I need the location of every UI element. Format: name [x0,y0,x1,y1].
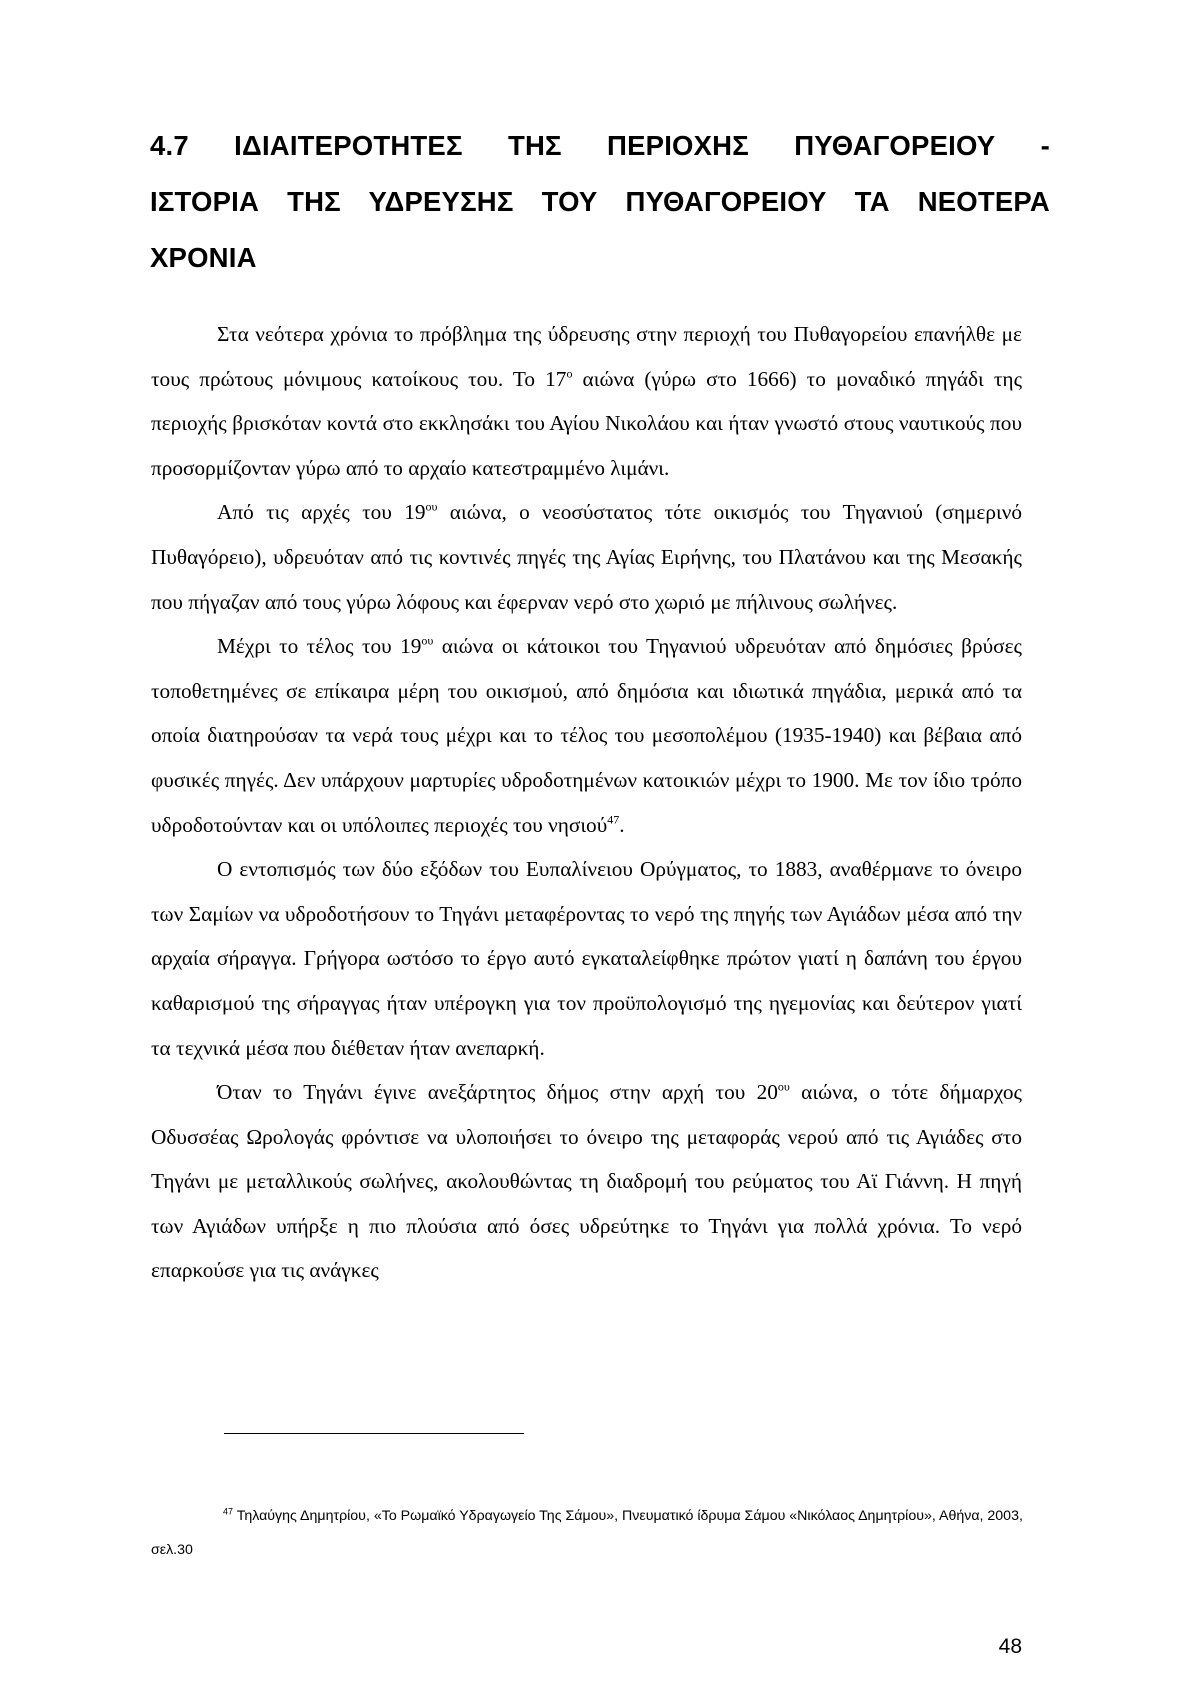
paragraph [151,490,1022,624]
ordinal-superscript: ου [777,1079,790,1094]
body-text [151,312,1022,1293]
paragraph [151,624,1022,847]
paragraph-text: Μέχρι το τέλος του 19 [217,634,422,659]
heading-line: 4.7 ΙΔΙΑΙΤΕΡΟΤΗΤΕΣ ΤΗΣ ΠΕΡΙΟΧΗΣ ΠΥΘΑΓΟΡΕΙΟΥ - [150,130,1050,161]
ordinal-superscript: ο [566,366,573,381]
ordinal-superscript: ου [425,499,438,514]
page-number: 48 [998,1635,1022,1658]
footnote-reference[interactable]: 47 [607,812,620,827]
footnote [151,1499,1036,1567]
paragraph-text: αιώνα, ο τότε δήμαρχος Οδυσσέας Ωρολογάς φρόντισε να υλοποιήσει το όνειρο της μεταφοράς νερού από τις Αγιάδες στο Τηγάνι με μεταλλικούς σωλήνες, ακολουθώντας τη διαδρομή του ρεύματος του Αϊ Γιάννη. Η πηγή των Αγιάδων υπήρξε η πιο πλούσια από όσες υδρεύτηκε το Τηγάνι για πολλά χρόνια. Το νερό επαρκούσε για τις ανάγκες [151,1080,1022,1283]
section-heading [150,118,1050,286]
paragraph-text: αιώνα οι κάτοικοι του Τηγανιού υδρευόταν από δημόσιες βρύσες τοποθετημένες σε επίκαιρα μέρη του οικισμού, από δημόσια και ιδιωτικά πηγάδια, μερικά από τα οποία διατηρούσαν τα νερά τους μέχρι και το τέλος του μεσοπολέμου (1935-1940) και βέβαια από φυσικές πηγές. Δεν υπάρχουν μαρτυρίες υδροδοτημένων κατοικιών μέχρι το 1900. Με τον ίδιο τρόπο υδροδοτούνταν και οι υπόλοιπες περιοχές του νησιού [151,634,1022,837]
paragraph [151,312,1022,490]
paragraph: Ο εντοπισμός των δύο εξόδων του Ευπαλίνειου Ορύγματος, το 1883, αναθέρμανε το όνειρο των Σαμίων να υδροδοτήσουν το Τηγάνι μεταφέροντας το νερό της πηγής των Αγιάδων μέσα από την αρχαία σήραγγα. Γρήγορα ωστόσο το έργο αυτό εγκαταλείφθηκε πρώτον γιατί η δαπάνη του έργου καθαρισμού της σήραγγας ήταν υπέρογκη για τον προϋπολογισμό της ηγεμονίας και δεύτερον γιατί τα τεχνικά μέσα που διέθεταν ήταν ανεπαρκή. [151,857,1022,1060]
heading-line: ΧΡΟΝΙΑ [150,242,257,273]
paragraph-text: Στα νεότερα χρόνια το πρόβλημα της ύδρευσης στην περιοχή του Πυθαγορείου επανήλθε με τους πρώτους μόνιμους κατοίκους του. Το 17 [151,322,1022,391]
heading-line: ΙΣΤΟΡΙΑ ΤΗΣ ΥΔΡΕΥΣΗΣ ΤΟΥ ΠΥΘΑΓΟΡΕΙΟΥ ΤΑ ΝΕΟΤΕΡΑ [150,186,1050,217]
paragraph-text: Όταν το Τηγάνι έγινε ανεξάρτητος δήμος στην αρχή του 20 [217,1080,778,1105]
paragraph-text: αιώνα, ο νεοσύστατος τότε οικισμός του Τηγανιού (σημερινό Πυθαγόρειο), υδρευόταν από τις κοντινές πηγές της Αγίας Ειρήνης, του Πλατάνου και της Μεσακής που πήγαζαν από τους γύρω λόφους και έφερναν νερό στο χωριό με πήλινους σωλήνες. [151,500,1022,614]
paragraph-text: . [619,812,625,837]
paragraph-text: αιώνα (γύρω στο 1666) το μοναδικό πηγάδι της περιοχής βρισκόταν κοντά στο εκκλησάκι του Αγίου Νικολάου και ήταν γνωστό στους ναυτικούς που προσορμίζονταν γύρω από το αρχαίο κατεστραμμένο λιμάνι. [151,366,1022,480]
paragraph-text: Από τις αρχές του 19 [217,500,426,525]
ordinal-superscript: ου [421,633,434,648]
footnote-number: 47 [223,1506,234,1517]
footnote-text: Τηλαύγης Δημητρίου, «Το Ρωμαϊκό Υδραγωγείο Της Σάμου», Πνευματικό ίδρυμα Σάμου «Νικόλαος Δημητρίου», Αθήνα, 2003, σελ.30 [151,1508,1023,1558]
paragraph [151,1070,1022,1293]
footnote-divider [224,1433,524,1434]
